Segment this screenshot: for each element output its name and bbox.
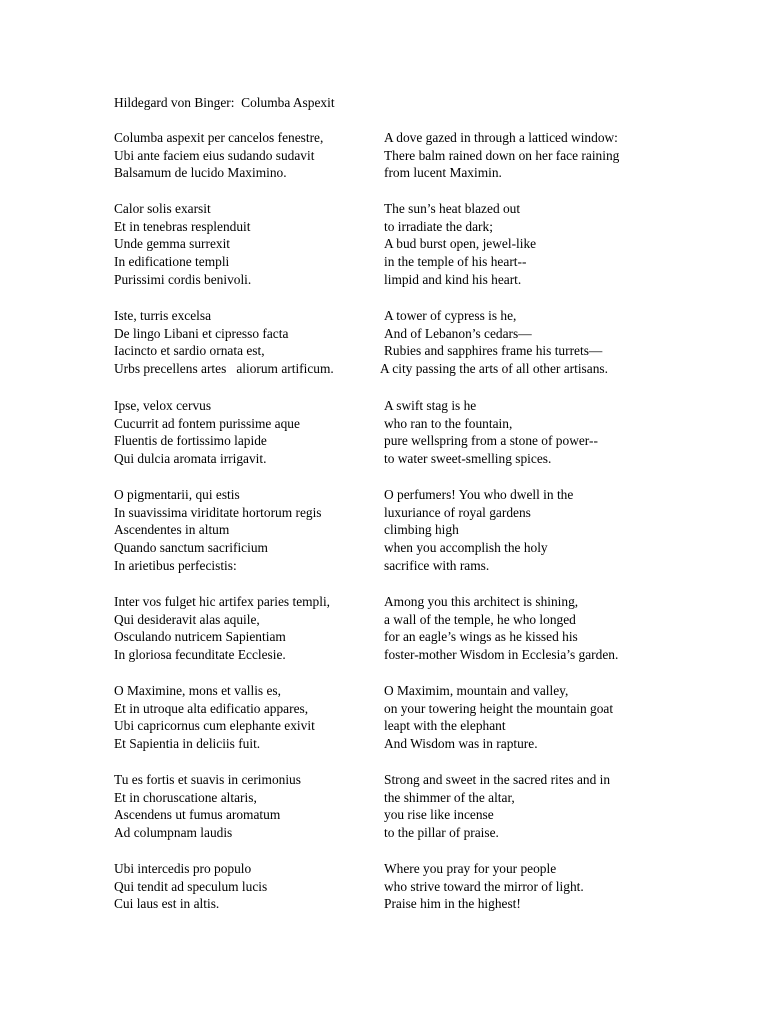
- english-line: sacrifice with rams.: [384, 557, 490, 573]
- latin-line: Ad columpnam laudis: [114, 825, 233, 841]
- english-line: for an eagle’s wings as he kissed his: [384, 629, 578, 645]
- english-line: who ran to the fountain,: [384, 415, 513, 431]
- english-line: limpid and kind his heart.: [384, 271, 522, 287]
- latin-text: [114, 397, 300, 468]
- latin-line: Cucurrit ad fontem purissime aque: [114, 415, 300, 431]
- english-line: Among you this architect is shining,: [384, 594, 579, 609]
- english-translation: [384, 129, 619, 182]
- latin-line: In suavissima viriditate hortorum regis: [114, 504, 322, 520]
- latin-line: Fluentis de fortissimo lapide: [114, 433, 267, 449]
- latin-line: In arietibus perfecistis:: [114, 557, 237, 573]
- english-line: when you accomplish the holy: [384, 540, 548, 556]
- latin-text: [114, 860, 267, 913]
- latin-line: O pigmentarii, qui estis: [114, 487, 240, 502]
- latin-line: Purissimi cordis benivoli.: [114, 271, 252, 287]
- latin-line: Ascendens ut fumus aromatum: [114, 807, 281, 823]
- latin-line: O Maximine, mons et vallis es,: [114, 683, 281, 698]
- english-line: A bud burst open, jewel-like: [384, 236, 537, 252]
- english-translation: [384, 860, 584, 913]
- latin-text: [114, 593, 330, 664]
- latin-line: Unde gemma surrexit: [114, 236, 231, 252]
- latin-line: Ubi ante faciem eius sudando sudavit: [114, 147, 315, 163]
- english-line: climbing high: [384, 522, 459, 538]
- latin-text: [114, 129, 323, 182]
- latin-line: Quando sanctum sacrificium: [114, 540, 268, 556]
- english-translation: [380, 307, 608, 378]
- latin-line: Et Sapientia in deliciis fuit.: [114, 736, 261, 752]
- english-line: luxuriance of royal gardens: [384, 504, 531, 520]
- english-line: A city passing the arts of all other artisans.: [380, 361, 608, 377]
- latin-line: Ascendentes in altum: [114, 522, 230, 538]
- english-line: pure wellspring from a stone of power--: [384, 433, 598, 449]
- latin-line: Inter vos fulget hic artifex paries templi,: [114, 594, 331, 609]
- english-line: A swift stag is he: [384, 398, 477, 413]
- english-translation: [384, 771, 610, 842]
- english-line: There balm rained down on her face raining: [384, 147, 620, 163]
- english-line: leapt with the elephant: [384, 718, 506, 734]
- latin-line: De lingo Libani et cipresso facta: [114, 325, 289, 341]
- english-line: Where you pray for your people: [384, 861, 557, 876]
- english-line: And Wisdom was in rapture.: [384, 736, 538, 752]
- document-title: Hildegard von Binger: Columba Aspexit: [114, 95, 335, 110]
- english-line: O Maximim, mountain and valley,: [384, 683, 569, 698]
- latin-text: [114, 682, 315, 753]
- latin-text: [114, 200, 251, 288]
- latin-line: Et in utroque alta edificatio appares,: [114, 700, 309, 716]
- english-line: And of Lebanon’s cedars—: [384, 325, 532, 341]
- english-line: a wall of the temple, he who longed: [384, 611, 576, 627]
- english-line: on your towering height the mountain goat: [384, 700, 614, 716]
- english-line: to irradiate the dark;: [384, 218, 493, 234]
- latin-line: Osculando nutricem Sapientiam: [114, 629, 286, 645]
- latin-text: [114, 771, 301, 842]
- english-translation: [384, 200, 536, 288]
- english-line: the shimmer of the altar,: [384, 789, 515, 805]
- latin-line: Columba aspexit per cancelos fenestre,: [114, 130, 324, 145]
- latin-line: Ipse, velox cervus: [114, 398, 212, 413]
- latin-line: Qui tendit ad speculum lucis: [114, 878, 268, 894]
- english-line: in the temple of his heart--: [384, 254, 527, 270]
- latin-line: Ubi intercedis pro populo: [114, 861, 252, 876]
- latin-line: Tu es fortis et suavis in cerimonius: [114, 772, 301, 787]
- latin-line: Cui laus est in altis.: [114, 896, 220, 912]
- latin-line: Iacincto et sardio ornata est,: [114, 343, 265, 359]
- english-line: A tower of cypress is he,: [384, 308, 517, 323]
- latin-line: Et in tenebras resplenduit: [114, 218, 251, 234]
- english-translation: [384, 682, 613, 753]
- latin-line: In edificatione templi: [114, 254, 230, 270]
- english-line: to the pillar of praise.: [384, 825, 499, 841]
- english-translation: [384, 486, 573, 574]
- english-line: The sun’s heat blazed out: [384, 201, 521, 216]
- latin-text: [114, 486, 322, 574]
- latin-text: [114, 307, 334, 378]
- english-line: to water sweet-smelling spices.: [384, 451, 552, 467]
- english-line: Praise him in the highest!: [384, 896, 521, 912]
- english-line: foster-mother Wisdom in Ecclesia’s garden.: [384, 647, 619, 663]
- english-line: from lucent Maximin.: [384, 165, 502, 181]
- english-line: A dove gazed in through a latticed window:: [384, 130, 618, 145]
- latin-line: Ubi capricornus cum elephante exivit: [114, 718, 315, 734]
- latin-line: Calor solis exarsit: [114, 201, 211, 216]
- english-line: O perfumers! You who dwell in the: [384, 487, 574, 502]
- english-translation: [384, 397, 598, 468]
- english-line: Strong and sweet in the sacred rites and in: [384, 772, 611, 787]
- latin-line: Qui desideravit alas aquile,: [114, 611, 260, 627]
- latin-line: Urbs precellens artes aliorum artificum.: [114, 361, 334, 377]
- english-translation: [384, 593, 618, 664]
- english-line: you rise like incense: [384, 807, 494, 823]
- latin-line: Balsamum de lucido Maximino.: [114, 165, 287, 181]
- latin-line: In gloriosa fecunditate Ecclesie.: [114, 647, 286, 663]
- latin-line: Iste, turris excelsa: [114, 308, 212, 323]
- english-line: Rubies and sapphires frame his turrets—: [384, 343, 603, 359]
- english-line: who strive toward the mirror of light.: [384, 878, 584, 894]
- latin-line: Et in choruscatione altaris,: [114, 789, 257, 805]
- latin-line: Qui dulcia aromata irrigavit.: [114, 451, 267, 467]
